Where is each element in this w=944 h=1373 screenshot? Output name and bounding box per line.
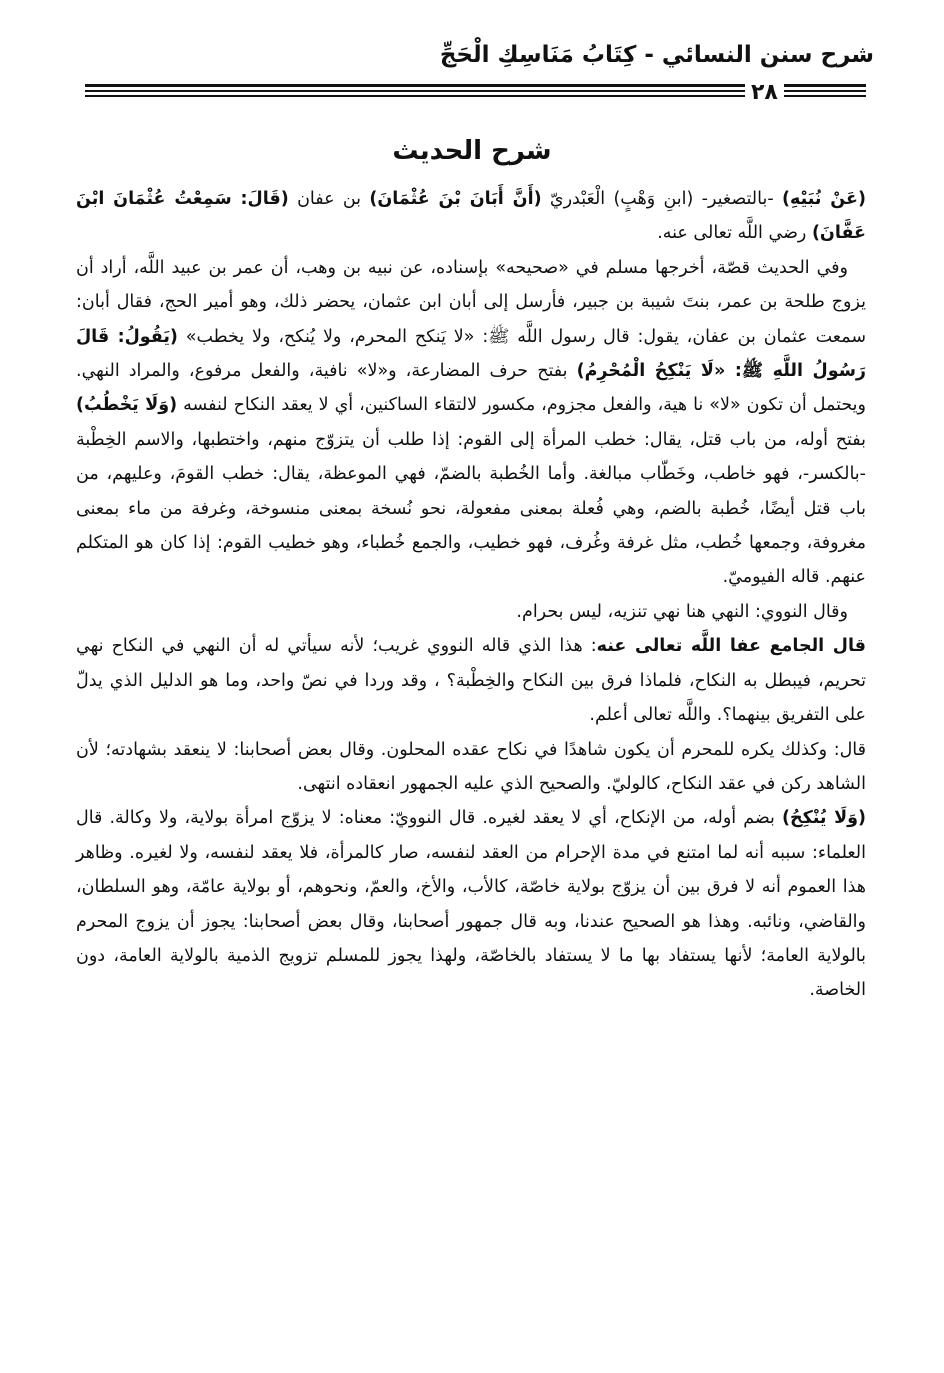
text-segment: بضم أوله، من الإنكاح، أي لا يعقد لغيره. قال النوويّ: معناه: لا يزوّج امرأة بولاية، ولا وكالة. قال العلماء: سببه أنه لما امتنع في مدة الإحرام من العقد لنفسه، صار كالمرأة، فلا يعقد لنفسه، ولا لغيره. وظاهر هذا العموم أنه لا فرق بين أن يزوّج بولاية خاصّة، كالأب، والأخ، والعمّ، ونحوهم، أو بولاية عامّة، وهو السلطان، والقاضي، ونائبه. وهذا هو الصحيح عندنا، وبه قال جمهور أصحابنا، وقال بعض أصحابنا: يجوز أن يزوج المحرم بالولاية العامة؛ لأنها يستفاد بها ما لا يستفاد بالخاصّة، ولهذا يجوز للمسلم تزويج الذمية بالولاية العامة، دون الخاصة. bbox=[76, 808, 866, 1001]
text-segment: بن عفان bbox=[288, 189, 370, 209]
paragraph bbox=[76, 801, 866, 1007]
paragraph bbox=[76, 733, 866, 802]
text-segment: : هذا الذي قاله النووي غريب؛ لأنه سيأتي له أن النهي في النكاح نهي تحريم، فيبطل به النكاح، فلماذا فرق بين النكاح والخِطْبة؟ ، وقد وردا في نصّ واحد، وما هو الدليل الذي يدلّ على التفريق بينهما؟. واللَّه تعالى أعلم. bbox=[76, 636, 866, 726]
paragraph bbox=[76, 595, 866, 629]
bold-text-segment: (يَقُولُ: قَالَ رَسُولُ اللَّهِ ﷺ: «لَا يَنْكِحُ الْمُحْرِمُ) bbox=[76, 326, 866, 382]
bold-text-segment: (عَنْ نُبَيْهِ) bbox=[781, 189, 866, 209]
paragraph bbox=[76, 251, 866, 595]
bold-text-segment: (وَلَا يَخْطُبُ) bbox=[76, 395, 178, 416]
body-text bbox=[76, 182, 866, 1008]
text-segment: بفتح أوله، من باب قتل، يقال: خطب المرأة إلى القوم: إذا طلب أن يتزوّج منهم، واختطبها، والاسم الخِطْبة -بالكسر-، فهو خاطب، وخَطّاب مبالغة. وأما الخُطبة بالضمّ، فهي الموعظة، يقال: خطب القومَ، وعليهم، من باب قتل أيضًا، خُطبة بالضم، وهي فُعلة بمعنى مفعولة، نحو نُسخة بمعنى منسوخة، وغرفة من ماء بمعنى مغروفة، وجمعها خُطب، مثل غرفة وغُرف، فهو خطيب، والجمع خُطباء، وهو خطيب القوم: إذا كان هو المتكلم عنهم. قاله الفيوميّ. bbox=[76, 429, 866, 588]
bold-text-segment: (أَنَّ أَبَانَ بْنَ عُثْمَانَ) bbox=[369, 189, 542, 209]
bold-text-segment: (وَلَا يُنْكِحُ) bbox=[781, 808, 866, 829]
section-title: شرح الحديث bbox=[392, 136, 552, 166]
paragraph bbox=[76, 182, 866, 251]
text-segment: وفي الحديث قصّة، أخرجها مسلم في «صحيحه» بإسناده، عن نبيه بن وهب، أن عمر بن عبيد اللَّه، أراد أن يزوج طلحة بن عمر، بنتَ شيبة بن جبير، فأرسل إلى أبان ابن عثمان، يحضر ذلك، وهو أمير الحج، فقال أبان: سمعت عثمان بن عفان، يقول: قال رسول اللَّه ﷺ: «لا يَنكح المحرم، ولا يُنكح، ولا يخطب» bbox=[76, 257, 866, 347]
text-segment: -بالتصغير- (ابنِ وَهْبٍ) الْعَبْدريّ bbox=[541, 189, 782, 209]
page-number: ٢٨ bbox=[745, 80, 784, 105]
text-segment: رضي اللَّه تعالى عنه. bbox=[657, 223, 812, 244]
bold-text-segment: قال الجامع عفا اللَّه تعالى عنه bbox=[596, 636, 866, 657]
paragraph bbox=[76, 629, 866, 732]
text-segment: بفتح حرف المضارعة، و«لا» نافية، والفعل مرفوع، والمراد النهي. ويحتمل أن تكون «لا» نا هية، والفعل مجزوم، مكسور لالتقاء الساكنين، أي لا يعقد النكاح لنفسه bbox=[76, 361, 866, 416]
text-segment: وقال النووي: النهي هنا نهي تنزيه، ليس بحرام. bbox=[516, 601, 848, 622]
text-segment: قال: وكذلك يكره للمحرم أن يكون شاهدًا في نكاح عقده المحلون. وقال بعض أصحابنا: لا ينعقد بشهادته؛ لأن الشاهد ركن في عقد النكاح، كالوليّ. والصحيح الذي عليه الجمهور انعقاده انتهى. bbox=[76, 739, 866, 794]
running-header-title: شرح سنن النسائي - كِتَابُ مَنَاسِكِ الْحَجِّ bbox=[439, 42, 874, 68]
bold-text-segment: (قَالَ: سَمِعْتُ عُثْمَانَ ابْنَ عَفَّانَ) bbox=[76, 189, 866, 244]
